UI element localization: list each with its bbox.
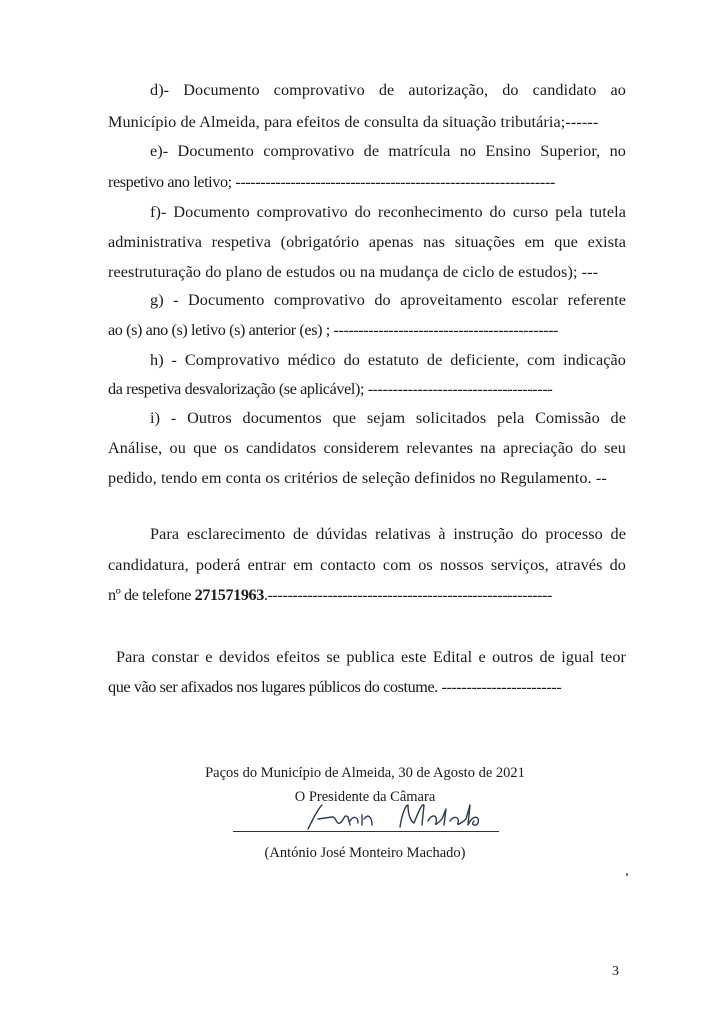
contact-line-2: candidatura, poderá entrar em contacto com os nossos serviços, através do <box>108 556 626 574</box>
item-f-line-2: administrativa respetiva (obrigatório apenas nas situações em que exista <box>108 233 626 251</box>
item-e-line-1: e)- Documento comprovativo de matrícula no Ensino Superior, no <box>150 142 626 160</box>
scan-speck <box>626 873 628 876</box>
signatory-role: O Presidente da Câmara <box>294 789 436 805</box>
item-i-line-1: i) - Outros documentos que sejam solicitados pela Comissão de <box>150 409 626 427</box>
item-h-line-2: da respetiva desvalorização (se aplicável); ------------------------------------- <box>108 380 553 398</box>
item-g-line-1: g) - Documento comprovativo do aproveitamento escolar referente <box>150 291 626 309</box>
item-g-line-2: ao (s) ano (s) letivo (s) anterior (es) ; --------------------------------------------- <box>108 321 559 339</box>
item-d-line-2: Município de Almeida, para efeitos de consulta da situação tributária;------ <box>108 113 599 131</box>
contact-phone-number: 271571963 <box>194 586 264 604</box>
contact-phone-suffix: .--------------------------------------------------------- <box>263 586 553 604</box>
item-f-line-3: reestruturação do plano de estudos ou na mudança de ciclo de estudos); --- <box>108 263 599 281</box>
signature-line <box>233 831 499 832</box>
item-f-line-1: f)- Documento comprovativo do reconhecimento do curso pela tutela <box>150 203 626 221</box>
contact-line-3 <box>108 585 626 605</box>
item-i-line-2: Análise, ou que os candidatos considerem relevantes na apreciação do seu <box>108 439 626 457</box>
contact-line-1: Para esclarecimento de dúvidas relativas à instrução do processo de <box>150 525 626 543</box>
item-i-line-3: pedido, tendo em conta os critérios de seleção definidos no Regulamento. -- <box>108 469 607 487</box>
closing-line-1: Para constar e devidos efeitos se publica este Edital e outros de igual teor <box>116 648 626 666</box>
place-date: Paços do Município de Almeida, 30 de Agosto de 2021 <box>205 765 525 781</box>
closing-line-2: que vão ser afixados nos lugares públicos do costume. ------------------------ <box>108 678 562 696</box>
item-h-line-1: h) - Comprovativo médico do estatuto de deficiente, com indicação <box>150 351 626 369</box>
item-e-line-2: respetivo ano letivo; ---------------------------------------------------------------- <box>108 173 555 191</box>
item-d-line-1: d)- Documento comprovativo de autorização, do candidato ao <box>150 81 626 99</box>
signature-first-name-stroke <box>308 805 372 829</box>
handwritten-signature <box>300 799 500 835</box>
contact-phone-prefix: nº de telefone <box>108 586 195 604</box>
page-number: 3 <box>612 964 619 979</box>
signatory-name: (António José Monteiro Machado) <box>264 845 466 861</box>
signature-last-name-stroke <box>400 805 478 827</box>
